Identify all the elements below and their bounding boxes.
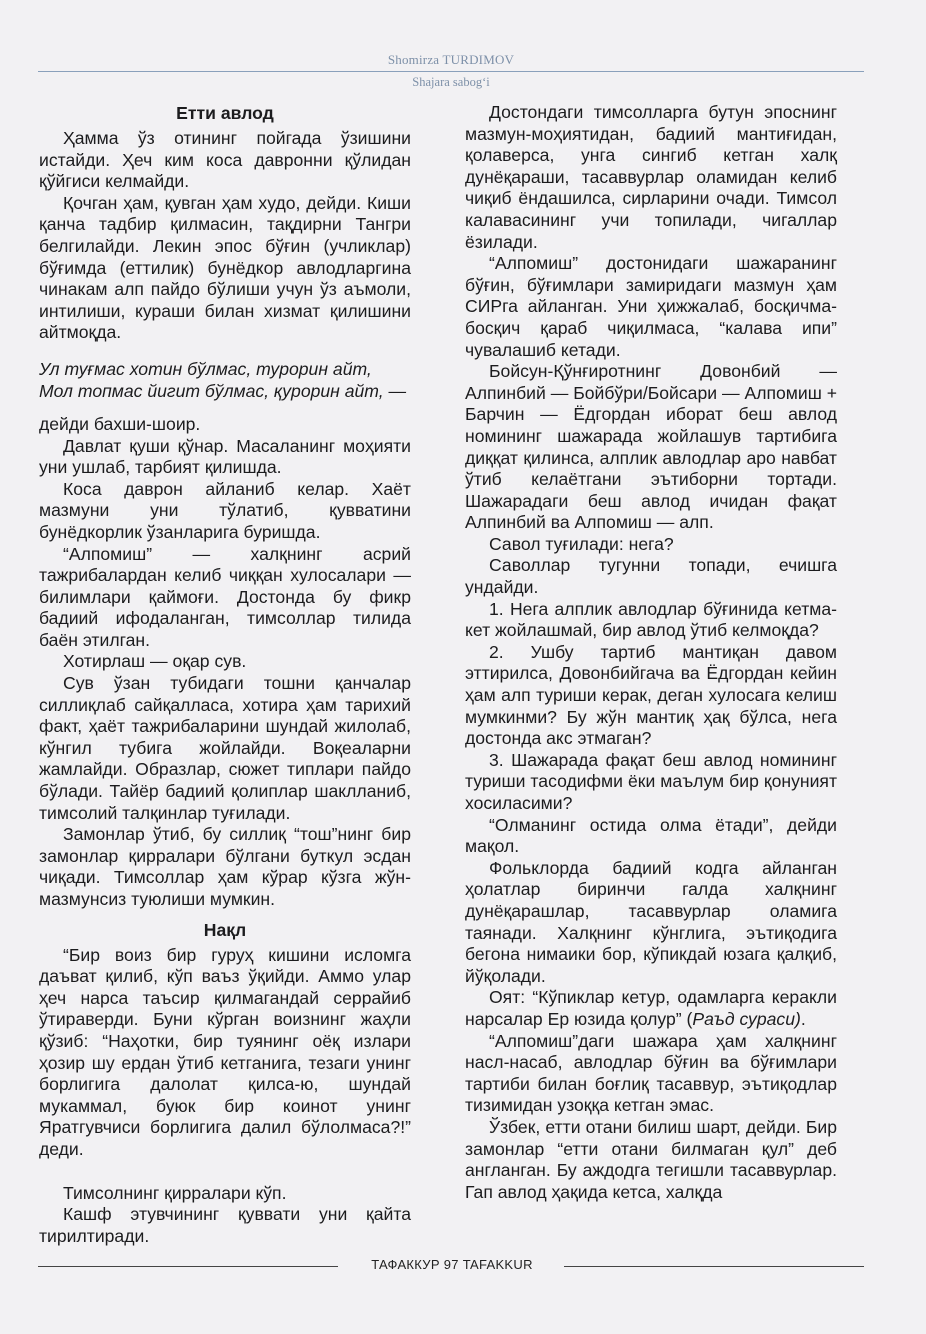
paragraph: “Алпомиш”даги шажара ҳам халқнинг насл-насаб, авлодлар бўғин ва бўғимлари тартиби билан боғлиқ тасаввур, эътиқодлар тизимидан узоққа кетган эмас. bbox=[465, 1030, 837, 1116]
paragraph: “Алпомиш” — халқнинг асрий тажрибалардан келиб чиққан хулосалари — билимлари қаймоғи. Достонда бу фикр бадиий ифодаланган, тимсоллар тилида баён этилган. bbox=[39, 543, 411, 650]
verse-line: Мол топмас йигит бўлмас, қурорин айт, — bbox=[39, 380, 407, 401]
paragraph bbox=[465, 987, 837, 1030]
paragraph: Хотирлаш — оқар сув. bbox=[63, 651, 247, 672]
paragraph: Сув ўзан тубидаги тошни қанчалар силлиқлаб сайқалласа, хотира ҳам тарихий факт, ҳаёт тажрибаларини шундай жилолаб, кўнгил тубига жойлайди. Воқеаларни жамлайди. Образлар, сюжет типлари пайдо бўлади. Тайёр бадиий қолиплар шаклланиб, тимсолий талқинлар туғилади. bbox=[39, 673, 411, 823]
paragraph: Ўзбек, етти отани билиш шарт, дейди. Бир замонлар “етти отани билмаган қул” деб англанган. Бу аждодга тегишли тасаввурлар. Гап авлод ҳақида кетса, халқда bbox=[465, 1116, 837, 1202]
paragraph: Ҳамма ўз отининг пойгада ўзишини истайди. Ҳеч ким коса давронни қўлидан қўйгиси келмайди. bbox=[39, 128, 411, 192]
quote-text: Оят: “Кўпиклар кетур, одамларга керакли нарсалар Ер юзида қолур” ( bbox=[465, 987, 837, 1029]
left-column bbox=[39, 102, 411, 1247]
paragraph: 3. Шажарада фақат беш авлод номининг туриши тасодифми ёки маълум бир қонуният хосиласими? bbox=[465, 749, 837, 813]
header-author: Shomirza TURDIMOV bbox=[387, 52, 515, 67]
paragraph: Тимсолнинг қирралари кўп. bbox=[63, 1182, 287, 1203]
section-title-etti-avlod: Етти авлод bbox=[176, 103, 274, 123]
paragraph: Қочган ҳам, қувган ҳам худо, дейди. Киши қанча тадбир қилмасин, тақдирни Тангри белгилайди. Лекин эпос бўғин (учликлар) бўғимда (еттилик) бунёдкор авлодларгина чинакам алп пайдо бўлиши учун ўз аъмоли, интилиши, кураши билан хизмат қилишини айтмоқда. bbox=[39, 192, 411, 343]
paragraph: Кашф этувчининг қуввати уни қайта тирилтиради. bbox=[39, 1204, 411, 1246]
footer-rule-left bbox=[38, 1266, 338, 1267]
paragraph: 1. Нега алплик авлодлар бўғинида кетма-кет жойлашмай, бир авлод ўтиб келмоқда? bbox=[465, 598, 837, 641]
header-rule bbox=[38, 71, 864, 72]
header-subtitle: Shajara sabog‘i bbox=[412, 75, 490, 89]
verse-quote bbox=[39, 358, 411, 402]
running-header bbox=[38, 52, 864, 90]
quote-source: Раъд сураси) bbox=[692, 1008, 801, 1029]
paragraph: “Алпомиш” достонидаги шажаранинг бўғин, бўғимлари замиридаги мазмун ҳам СИРга айланган. Уни ҳижжалаб, босқичма-босқич қараб чиқилмаса, “калава ипи” чувалашиб кетади. bbox=[465, 253, 837, 360]
paragraph: Саволлар тугунни топади, ечишга ундайди. bbox=[465, 555, 837, 598]
paragraph: Замонлар ўтиб, бу силлиқ “тош”нинг бир замонлар қирралари бўлгани буткул эсдан чиқади. Тимсоллар ҳам кўрар кўзга жўн-мазмунсиз туюлиши мумкин. bbox=[39, 824, 411, 909]
page-footer bbox=[38, 1256, 864, 1276]
footer-page-label: ТАФАККУР 97 TAFAKKUR bbox=[371, 1257, 533, 1272]
paragraph: Фольклорда бадиий кодга айланган ҳолатлар биринчи галда халқнинг дунёқарашлар, тасаввурлар оламига таянади. Халқнинг кўнглига, эътиқодига бегона нимаики бор, кўпикдай юзага қалқиб, йўқолади. bbox=[465, 857, 837, 986]
paragraph: дейди бахши-шоир. bbox=[39, 413, 201, 434]
paragraph: “Бир воиз бир гуруҳ кишини исломга даъват қилиб, кўп ваъз ўқийди. Аммо улар ҳеч нарса таъсир қилмагандай серрайиб ўтираверди. Буни кўрган воизнинг жаҳли қўзиб: “Наҳотки, бир туянинг оёқ излари ҳозир шу ердан ўтиб кетганига, тезаги унинг борлигига далолат қилса-ю, шундай мукаммал, буюк бир коинот унинг Яратгувчиси борлигига далил бўлолмаса?!” деди. bbox=[39, 944, 411, 1159]
paragraph: Бойсун-Қўнғиротнинг Довонбий — Алпинбий — Бойбўри/Бойсари — Алпомиш + Барчин — Ёдгордан иборат беш авлод номининг шажарада жойлашув тартибига диққат қилинса, алплик авлодлар аро навбат ўтиб келаётгани эътиборни тортади. Шажарадаги беш авлод ичидан фақат Алпинбий ва Алпомиш — алп. bbox=[465, 361, 837, 533]
footer-rule-right bbox=[564, 1266, 864, 1267]
section-title-naql: Нақл bbox=[203, 919, 247, 940]
right-column bbox=[465, 102, 837, 1203]
verse-line: Ул туғмас хотин бўлмас, турорин айт, bbox=[39, 358, 372, 379]
quote-end: . bbox=[800, 1008, 806, 1029]
paragraph: “Олманинг остида олма ётади”, дейди мақол. bbox=[465, 814, 837, 857]
paragraph: Савол туғилади: нега? bbox=[489, 533, 674, 554]
paragraph: 2. Ушбу тартиб мантиқан давом эттирилса, Довонбийгача ва Ёдгордан кейин ҳам алп туриши керак, деган хулосага келиш мумкинми? Бу жўн мантиқ ҳақ бўлса, нега достонда акс этмаган? bbox=[465, 641, 837, 749]
paragraph: Достондаги тимсолларга бутун эпоснинг мазмун-моҳиятидан, бадиий мантиғидан, қолаверса, унга сингиб кетган халқ дунёқараши, тасаввурлар оламидан келиб чиқиб ёндашилса, сирларини очади. Тимсол калавасининг учи топилади, чигаллар ёзилади. bbox=[465, 102, 837, 252]
paragraph: Давлат қуши қўнар. Масаланинг моҳияти уни ушлаб, тарбият қилишда. bbox=[39, 435, 411, 478]
paragraph: Коса даврон айланиб келар. Хаёт мазмуни уни тўлатиб, қувватини бунёдкорлик ўзанларига буришда. bbox=[39, 478, 411, 542]
